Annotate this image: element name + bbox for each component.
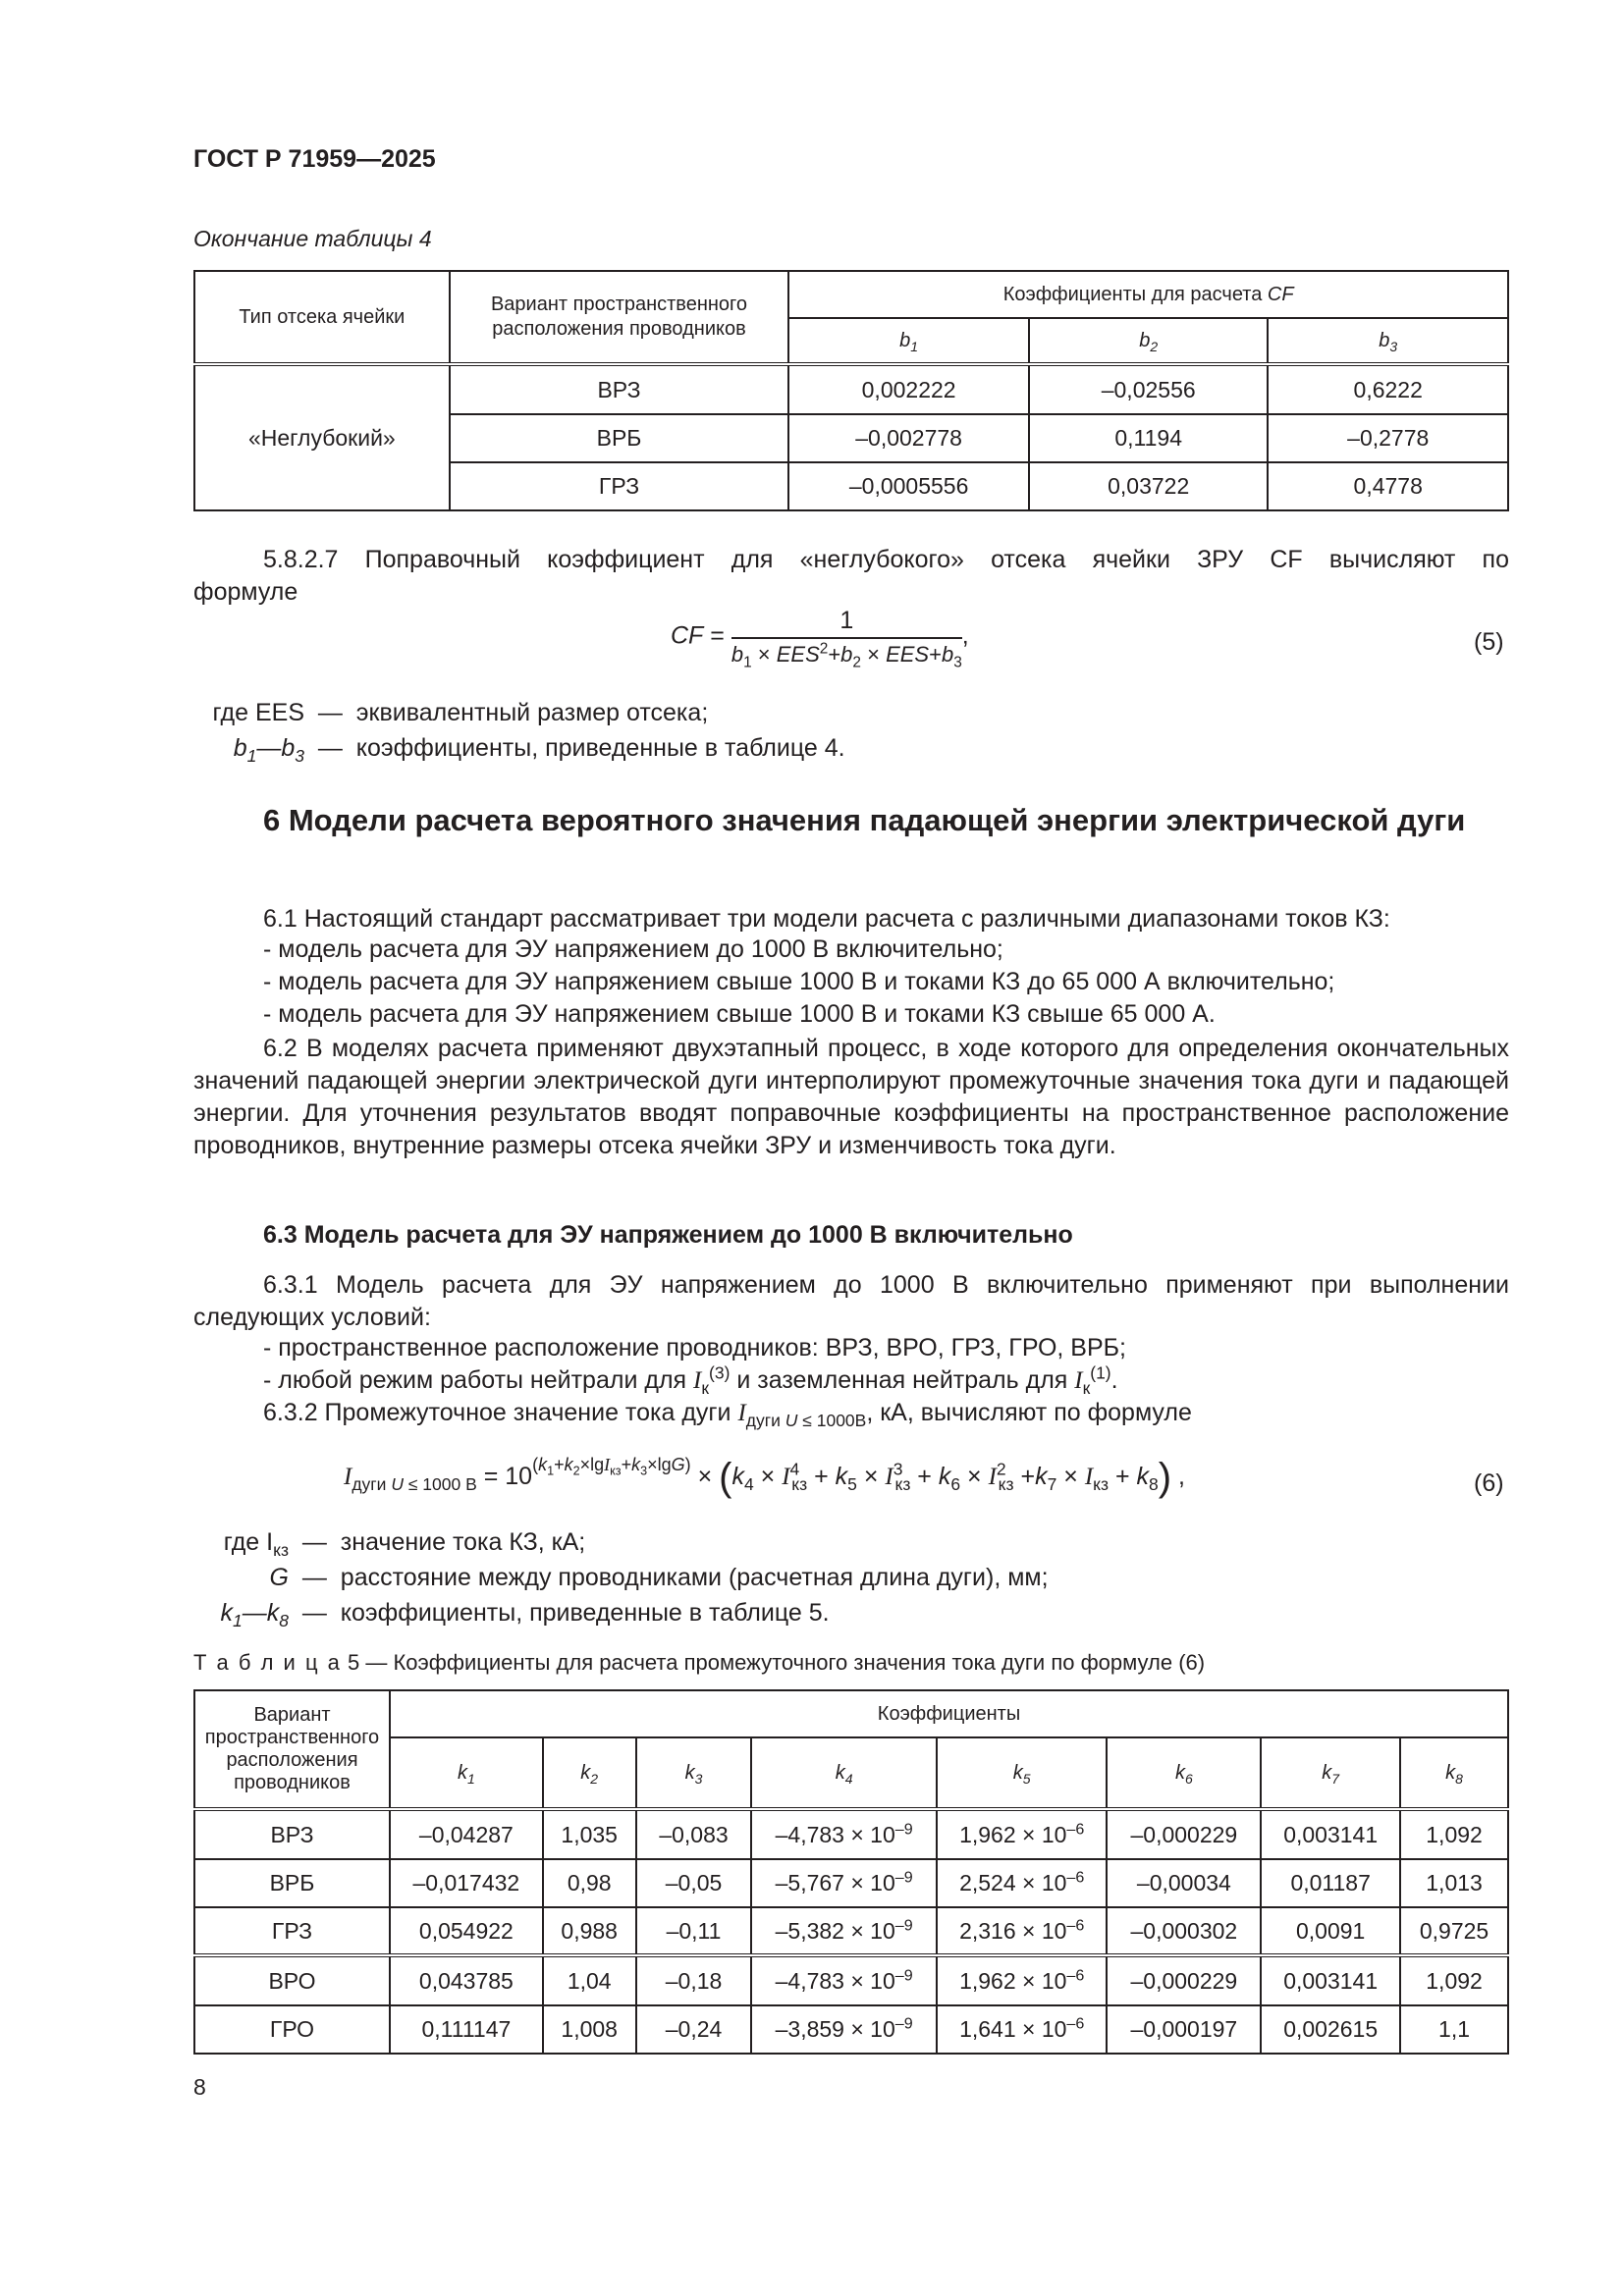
table-cell: 0,01187	[1261, 1859, 1400, 1907]
table-cell: 0,054922	[390, 1907, 543, 1955]
table-cell: ГРО	[194, 2005, 390, 2054]
table4-group-label: «Неглубокий»	[194, 364, 450, 510]
document-code: ГОСТ Р 71959—2025	[193, 145, 436, 173]
table-cell: ГРЗ	[450, 462, 789, 510]
list-item: - модель расчета для ЭУ напряжением свыше 1000 В и токами КЗ свыше 65 000 А.	[263, 1000, 1216, 1028]
table4-header-variant: Вариант пространственного расположения проводников	[450, 271, 789, 364]
table-cell: $2,316 \times 10^{-6}$	[937, 1907, 1108, 1955]
table5-header-k7: $k_7$	[1261, 1737, 1400, 1809]
table-cell: ВРО	[194, 1955, 390, 2005]
table-cell: 0,002222	[788, 364, 1029, 414]
definition-b: $b_1—b_3$ — коэффициенты, приведенные в таблице 4.	[233, 734, 845, 766]
table5-caption: Т а б л и ц а 5 — Коэффициенты для расчета промежуточного значения тока дуги по формуле (6)	[193, 1650, 1206, 1675]
table-cell: –0,18	[636, 1955, 752, 2005]
table-cell: 0,03722	[1029, 462, 1269, 510]
table-cell: 1,013	[1400, 1859, 1508, 1907]
table-cell: –0,000302	[1107, 1907, 1261, 1955]
table5-header-k6: $k_6$	[1107, 1737, 1261, 1809]
table-cell: 1,092	[1400, 1809, 1508, 1859]
table-cell: $-4,783 \times 10^{-9}$	[751, 1809, 937, 1859]
table-cell: 0,003141	[1261, 1809, 1400, 1859]
table-cell: ГРЗ	[194, 1907, 390, 1955]
paragraph-5827-line2: формуле	[193, 578, 298, 606]
table-cell: –0,000229	[1107, 1955, 1261, 2005]
table-cell: –0,11	[636, 1907, 752, 1955]
table-cell: $1,962 \times 10^{-6}$	[937, 1955, 1108, 2005]
formula-5-definitions	[196, 695, 845, 766]
paragraph-6-1: 6.1 Настоящий стандарт рассматривает три модели расчета с различными диапазонами токов КЗ:	[263, 905, 1390, 933]
table4-header-b3: $b_3$	[1268, 318, 1508, 364]
table5-header-k5: $k_5$	[937, 1737, 1108, 1809]
table4-header-cell-type: Тип отсека ячейки	[194, 271, 450, 364]
table-cell: –0,02556	[1029, 364, 1269, 414]
definition-k: $k_1—k_8$ — коэффициенты, приведенные в таблице 5.	[220, 1599, 830, 1630]
table4-header-b1: $b_1$	[788, 318, 1029, 364]
table-cell: $-5,767 \times 10^{-9}$	[751, 1859, 937, 1907]
table-cell: –0,002778	[788, 414, 1029, 462]
definition-g: G — расстояние между проводниками (расчетная длина дуги), мм;	[269, 1564, 1049, 1591]
table4-caption: Окончание таблицы 4	[193, 226, 432, 251]
list-item: - модель расчета для ЭУ напряжением до 1000 В включительно;	[263, 935, 1003, 963]
table-cell: –0,24	[636, 2005, 752, 2054]
formula-5: CF = $\frac{1}{b_1 \times EES^2+b_2 \times EES+b_3}$ ,	[671, 607, 969, 671]
table5-header-k4: $k_4$	[751, 1737, 937, 1809]
formula-6-definitions	[196, 1524, 1049, 1630]
table-cell: 0,9725	[1400, 1907, 1508, 1955]
table-cell: –0,000197	[1107, 2005, 1261, 2054]
table5-header-coefficients: Коэффициенты	[390, 1690, 1508, 1737]
definition-ikz: где $I_{кз}$ — значение тока КЗ, кА;	[223, 1528, 586, 1560]
table4-header-b2: $b_2$	[1029, 318, 1269, 364]
paragraph-6-3-1: 6.3.1 Модель расчета для ЭУ напряжением до 1000 В включительно применяют при выполнении следующих условий:	[193, 1271, 1509, 1331]
table-cell: 0,988	[543, 1907, 636, 1955]
table-cell: –0,083	[636, 1809, 752, 1859]
table-cell: $1,641 \times 10^{-6}$	[937, 2005, 1108, 2054]
table-cell: –0,2778	[1268, 414, 1508, 462]
formula-5-number: (5)	[1474, 628, 1504, 656]
table-cell: –0,00034	[1107, 1859, 1261, 1907]
formula-6: $I_{дуги U \le 1000 В} = 10^{(k_1+k_2\times lgI_{кз}+k_3\times lgG)} \times (k_4 \times I^4_{кз} + k_5 \times I^3_{кз} + k_6 \times I^2_{кз} +k_7 \times I_{кз} + k_8)$ ,	[344, 1455, 1186, 1499]
table-row	[194, 1859, 1508, 1907]
definition-ees: где EES — эквивалентный размер отсека;	[212, 699, 709, 726]
table5-header-k8: $k_8$	[1400, 1737, 1508, 1809]
table-cell: 0,6222	[1268, 364, 1508, 414]
table-cell: 0,043785	[390, 1955, 543, 2005]
table-row	[194, 364, 1508, 414]
table-cell: $-3,859 \times 10^{-9}$	[751, 2005, 937, 2054]
table5-header-k3: $k_3$	[636, 1737, 752, 1809]
table-cell: ВРЗ	[194, 1809, 390, 1859]
table-cell: 0,003141	[1261, 1955, 1400, 2005]
table-cell: 1,008	[543, 2005, 636, 2054]
table4-header-coefficients: Коэффициенты для расчета CF	[788, 271, 1508, 318]
table-cell: 0,002615	[1261, 2005, 1400, 2054]
table-cell: $1,962 \times 10^{-6}$	[937, 1809, 1108, 1859]
table-4	[193, 270, 1509, 511]
table-cell: 0,98	[543, 1859, 636, 1907]
table-cell: 0,4778	[1268, 462, 1508, 510]
list-item: - пространственное расположение проводников: ВРЗ, ВРО, ГРЗ, ГРО, ВРБ;	[263, 1334, 1126, 1362]
table5-header-k2: $k_2$	[543, 1737, 636, 1809]
table-cell: ВРЗ	[450, 364, 789, 414]
table-cell: 1,1	[1400, 2005, 1508, 2054]
table-row	[194, 2005, 1508, 2054]
list-item: - модель расчета для ЭУ напряжением свыше 1000 В и токами КЗ до 65 000 А включительно;	[263, 968, 1335, 995]
table-cell: ВРБ	[450, 414, 789, 462]
table-cell: 0,111147	[390, 2005, 543, 2054]
paragraph-6-3-2: 6.3.2 Промежуточное значение тока дуги $I_{дуги U \le 1000В}$, кА, вычисляют по формуле	[263, 1399, 1192, 1430]
table-cell: $-5,382 \times 10^{-9}$	[751, 1907, 937, 1955]
table-row	[194, 1955, 1508, 2005]
table-cell: –0,017432	[390, 1859, 543, 1907]
table-cell: 1,035	[543, 1809, 636, 1859]
list-item: - любой режим работы нейтрали для $I_к^{(3)}$ и заземленная нейтраль для $I_к^{(1)}$.	[263, 1362, 1118, 1398]
table5-header-variant: Вариант пространственного расположения проводников	[194, 1690, 390, 1809]
formula-6-number: (6)	[1474, 1469, 1504, 1497]
table-cell: –0,05	[636, 1859, 752, 1907]
table-cell: –0,04287	[390, 1809, 543, 1859]
table-cell: 0,0091	[1261, 1907, 1400, 1955]
table-row	[194, 1907, 1508, 1955]
table-cell: 1,04	[543, 1955, 636, 2005]
table-cell: –0,000229	[1107, 1809, 1261, 1859]
paragraph-5827-line1: 5.8.2.7 Поправочный коэффициент для «неглубокого» отсека ячейки ЗРУ CF вычисляют по	[263, 546, 1509, 573]
section-6-heading: 6 Модели расчета вероятного значения падающей энергии электрической дуги	[263, 803, 1466, 837]
table-cell: $2,524 \times 10^{-6}$	[937, 1859, 1108, 1907]
table-cell: ВРБ	[194, 1859, 390, 1907]
section-6-3-heading: 6.3 Модель расчета для ЭУ напряжением до 1000 В включительно	[263, 1221, 1073, 1249]
table-row	[194, 1809, 1508, 1859]
table-cell: 1,092	[1400, 1955, 1508, 2005]
table-cell: $-4,783 \times 10^{-9}$	[751, 1955, 937, 2005]
page-number: 8	[193, 2074, 206, 2100]
table5-header-k1: $k_1$	[390, 1737, 543, 1809]
table-5	[193, 1689, 1509, 2055]
table-cell: –0,0005556	[788, 462, 1029, 510]
table-cell: 0,1194	[1029, 414, 1269, 462]
paragraph-6-2: 6.2 В моделях расчета применяют двухэтапный процесс, в ходе которого для определения окончательных значений падающей энергии электрической дуги интерполируют промежуточные значения тока дуги и падающей энергии. Для уточнения результатов вводят поправочные коэффициенты на пространственное расположение проводников, внутренние размеры отсека ячейки ЗРУ и изменчивость тока дуги.	[193, 1035, 1509, 1159]
